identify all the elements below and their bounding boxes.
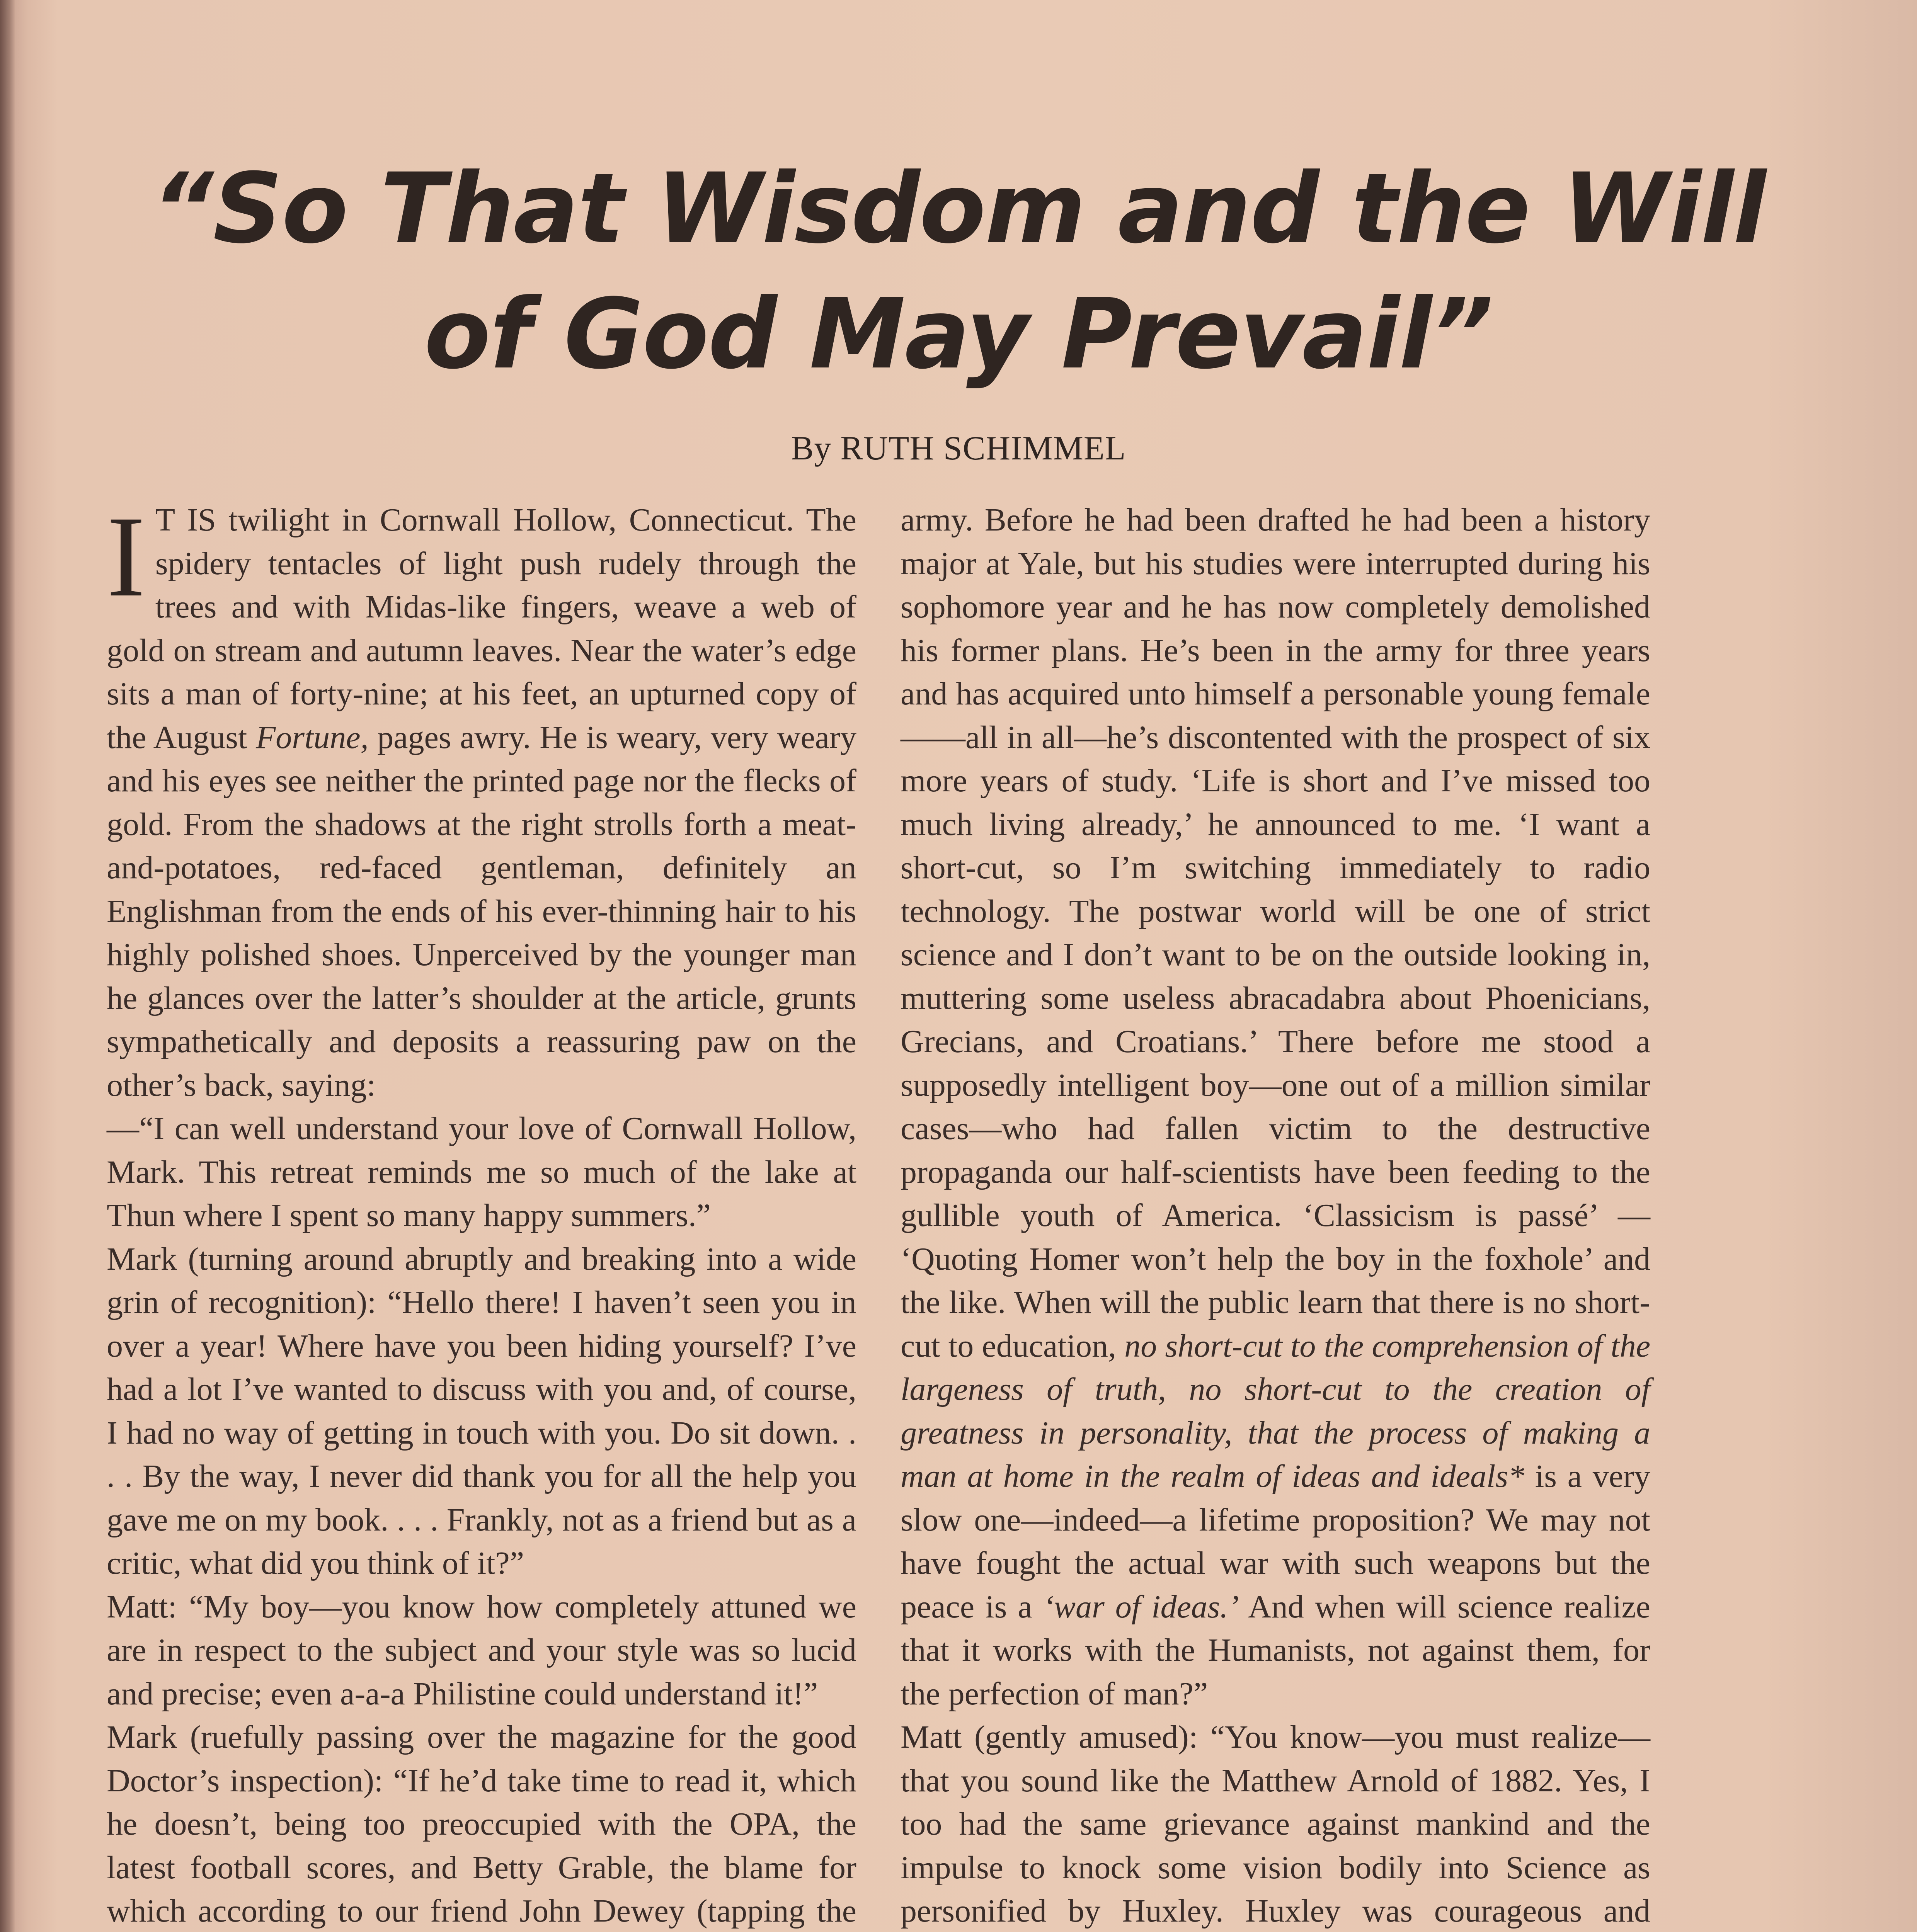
- paragraph: Matt: “My boy—you know how completely attuned we are in respect to the subject and your style was so lucid and precise; even a-a-a Philistine could understand it!”: [107, 1588, 856, 1712]
- paragraph: —“I can well understand your love of Cornwall Hollow, Mark. This retreat reminds me so much of the lake at Thun where I spent so many happy summers.”: [107, 1111, 856, 1233]
- paragraph-text: T IS twilight in Cornwall Hollow, Connecticut. The spidery tentacles of light push rudely through the trees and with Midas-like fingers, weave a web of gold on stream and autumn leaves. Near the water’s edge sits a man of forty-nine; at his feet, an upturned copy of the August: [107, 502, 856, 755]
- right-column: [901, 498, 1650, 1932]
- italic-text: ‘war of ideas.’: [1043, 1588, 1239, 1625]
- italic-text: Fortune,: [255, 719, 369, 755]
- article-title-line-2: of God May Prevail”: [424, 278, 1493, 390]
- article-title-line-1: “So That Wisdom and the Will: [152, 152, 1765, 265]
- paragraph-text: And when will science realize that it works with the Humanists, not against them, for the perfection of man?”: [901, 1588, 1650, 1712]
- paragraph: Mark (ruefully passing over the magazine for the good Doctor’s inspection): “If he’d take time to read it, which he doesn’t, being too preoccupied with the OPA, the latest football scores, and Betty Grable, the blame for which according to our friend John Dewey (tapping the: [107, 1719, 856, 1929]
- binding-edge: [0, 0, 15, 1932]
- paragraph: Mark (turning around abruptly and breaking into a wide grin of recognition): “Hello there! I haven’t seen you in over a year! Where have you been hiding yourself? I’ve had a lot I’ve wanted to discuss with you and, of course, I had no way of getting in touch with you. Do sit down. . . . By the way, I never did thank you for all the help you gave me on my book. . . . Frankly, not as a friend but as a critic, what did you think of it?”: [107, 1241, 856, 1581]
- paragraph: Matt (gently amused): “You know—you must realize—that you sound like the Matthew Arnold of 1882. Yes, I too had the same grievance against mankind and the impulse to knock some vision bodily into Science as personified by Huxley. Huxley was courageous and: [901, 1719, 1650, 1929]
- italic-quote: no short-cut to the comprehension of the largeness of truth, no short-cut to the creation of greatness in personality, that the process of making a man at home in the realm of ideas and ideals*: [901, 1328, 1651, 1494]
- paragraph: [901, 498, 1650, 1716]
- byline: By RUTH SCHIMMEL: [791, 430, 1126, 467]
- left-column: [107, 492, 856, 1932]
- drop-cap: I: [107, 492, 145, 621]
- paragraph-text: is a very slow one—indeed—a lifetime proposition? We may not have fought the actual war with such weapons but the peace is a: [901, 1458, 1650, 1625]
- paragraph-text: pages awry. He is weary, very weary and his eyes see neither the printed page nor the flecks of gold. From the shadows at the right strolls forth a meat-and-potatoes, red-faced gentleman, definitely an Englishman from the ends of his ever-thinning hair to his highly polished shoes. Unperceived by the younger man he glances over the latter’s shoulder at the article, grunts sympathetically and deposits a reassuring paw on the other’s back, saying:: [107, 719, 856, 1103]
- paragraph: [107, 492, 856, 1107]
- paragraph-text: army. Before he had been drafted he had been a history major at Yale, but his studies were interrupted during his sophomore year and he has now completely demolished his former plans. He’s been in the army for three years and has acquired unto himself a personable young female——all in all—he’s discontented with the prospect of six more years of study. ‘Life is short and I’ve missed too much living already,’ he announced to me. ‘I want a short-cut, so I’m switching immediately to radio technology. The postwar world will be one of strict science and I don’t want to be on the outside looking in, muttering some useless abracadabra about Phoenicians, Grecians, and Croatians.’ There before me stood a supposedly intelligent boy—one out of a million similar cases—who had fallen victim to the destructive propaganda our half-scientists have been feeding to the gullible youth of America. ‘Classicism is passé’ — ‘Quoting Homer won’t help the boy in the foxhole’ and the like. When will the public learn that there is no short-cut to education,: [901, 502, 1650, 1364]
